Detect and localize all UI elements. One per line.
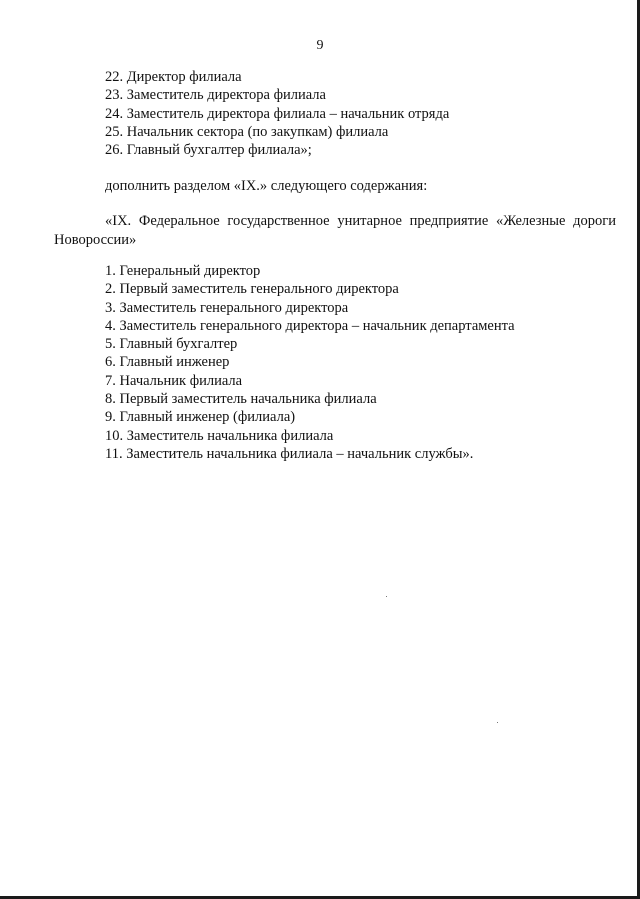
intro-paragraph: дополнить разделом «IX.» следующего содержания: xyxy=(105,178,428,194)
scan-speck xyxy=(386,596,387,597)
list-item: 1. Генеральный директор xyxy=(105,263,261,279)
list-item: 23. Заместитель директора филиала xyxy=(105,87,326,104)
position-list-section-ix xyxy=(105,262,515,463)
list-item: 26. Главный бухгалтер филиала»; xyxy=(105,142,312,159)
list-item: 25. Начальник сектора (по закупкам) филиала xyxy=(105,123,389,140)
list-item: 6. Главный инженер xyxy=(105,354,230,371)
list-item: 22. Директор филиала xyxy=(105,69,242,85)
list-item: 11. Заместитель начальника филиала – начальник службы». xyxy=(105,445,474,462)
position-list-branch xyxy=(105,68,449,159)
list-item: 8. Первый заместитель начальника филиала xyxy=(105,391,377,408)
list-item: 7. Начальник филиала xyxy=(105,372,243,389)
list-item: 3. Заместитель генерального директора xyxy=(105,299,349,316)
list-item: 4. Заместитель генерального директора – начальник департамента xyxy=(105,317,515,334)
section-heading: «IX. Федеральное государственное унитарное предприятие «Железные дороги Новороссии» xyxy=(54,213,616,248)
list-item: 24. Заместитель директора филиала – начальник отряда xyxy=(105,105,450,122)
scan-speck xyxy=(497,722,498,723)
list-item: 9. Главный инженер (филиала) xyxy=(105,409,296,426)
list-item: 10. Заместитель начальника филиала xyxy=(105,427,334,444)
list-item: 5. Главный бухгалтер xyxy=(105,336,238,353)
page-number: 9 xyxy=(316,38,324,53)
list-item: 2. Первый заместитель генерального директора xyxy=(105,281,399,298)
